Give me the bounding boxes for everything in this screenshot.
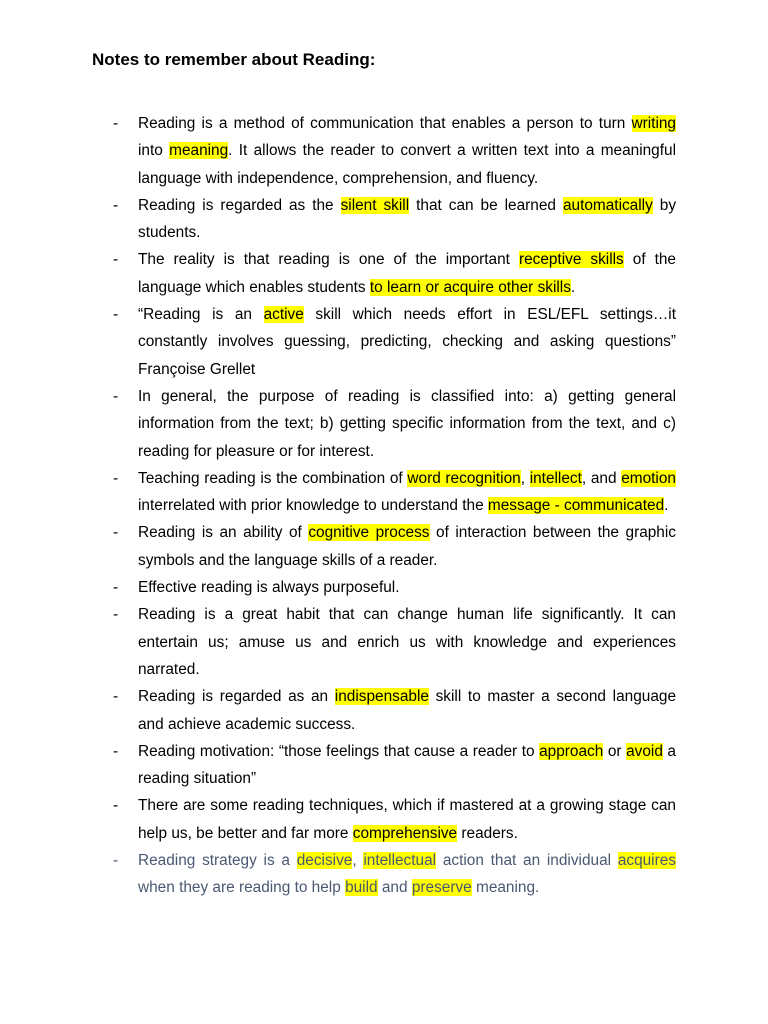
note-text: Teaching reading is the combination of — [138, 469, 408, 487]
note-text: . It allows the reader to convert a written text into a meaningful language with independence, comprehension, and fluency. — [138, 142, 676, 187]
note-text: of interaction between the graphic symbols and the language skills of a reader. — [138, 524, 676, 569]
note-item — [113, 683, 676, 738]
note-item — [113, 519, 676, 574]
note-text: into — [138, 142, 170, 160]
note-text: interrelated with prior knowledge to understand the — [138, 497, 488, 515]
highlighted-text: meaning — [169, 142, 229, 160]
note-text: meaning. — [471, 879, 540, 897]
note-text: and — [377, 879, 412, 897]
note-text: by students. — [138, 196, 677, 242]
note-item — [113, 792, 676, 847]
note-text: Reading strategy is a — [138, 852, 297, 870]
note-text: . — [570, 278, 576, 296]
note-text: readers. — [457, 824, 518, 842]
note-text: action that an individual — [436, 852, 618, 870]
note-text: skill which needs effort in ESL/EFL settings…it constantly involves guessing, predicting, checking and asking questions” Françoise Grellet — [138, 306, 676, 378]
note-text: when they are reading to help — [138, 879, 346, 897]
note-item — [113, 110, 676, 192]
highlighted-text: writing — [631, 115, 676, 132]
note-text: Reading is regarded as an — [138, 688, 335, 706]
highlighted-text: silent skill — [340, 196, 410, 214]
bullet-dash: - — [113, 742, 119, 760]
highlighted-text: preserve — [411, 879, 472, 897]
bullet-dash: - — [113, 524, 119, 542]
note-text: , — [352, 852, 364, 870]
highlighted-text: active — [263, 306, 304, 324]
highlighted-text: comprehensive — [352, 824, 458, 842]
note-text: Reading is a method of communication that enables a person to turn — [138, 115, 632, 132]
highlighted-text: message - communicated — [487, 497, 665, 515]
note-text: Effective reading is always purposeful. — [138, 579, 400, 597]
highlighted-text: intellect — [529, 469, 582, 487]
note-item — [113, 738, 676, 793]
notes-list — [113, 110, 676, 902]
page-title: Notes to remember about Reading: — [92, 50, 376, 69]
bullet-dash: - — [113, 579, 119, 597]
note-text: . — [664, 497, 669, 515]
note-text: There are some reading techniques, which if mastered at a growing stage can help us, be better and far more — [138, 797, 676, 842]
note-text: Reading motivation: “those feelings that cause a reader to — [138, 742, 540, 760]
note-item — [113, 383, 676, 465]
bullet-dash: - — [113, 115, 119, 132]
highlighted-text: acquires — [617, 852, 676, 870]
highlighted-text: emotion — [621, 469, 676, 487]
note-item — [113, 465, 676, 520]
note-text: or — [603, 742, 627, 760]
highlighted-text: avoid — [626, 742, 663, 760]
note-text: Reading is a great habit that can change human life significantly. It can entertain us; amuse us and enrich us with knowledge and experiences narrated. — [138, 606, 676, 678]
bullet-dash: - — [113, 387, 119, 405]
highlighted-text: cognitive process — [308, 524, 430, 542]
note-text: that can be learned — [409, 196, 563, 214]
bullet-dash: - — [113, 688, 119, 706]
highlighted-text: indispensable — [334, 688, 429, 706]
note-text: a reading situation” — [138, 742, 676, 788]
bullet-dash: - — [113, 797, 119, 815]
note-text: of the language which enables students — [138, 251, 676, 296]
note-item — [113, 301, 676, 383]
note-text: The reality is that reading is one of the important — [138, 251, 519, 269]
highlighted-text: build — [345, 879, 378, 897]
bullet-dash: - — [113, 469, 119, 487]
note-text: Reading is an ability of — [138, 524, 309, 542]
note-text: “Reading is an — [138, 306, 264, 324]
highlighted-text: decisive — [296, 852, 353, 870]
bullet-dash: - — [113, 251, 119, 269]
note-text: Reading is regarded as the — [138, 196, 341, 214]
bullet-dash: - — [113, 196, 119, 214]
bullet-dash: - — [113, 852, 119, 870]
highlighted-text: to learn or acquire other skills — [369, 278, 571, 296]
highlighted-text: receptive skills — [518, 251, 624, 269]
highlighted-text: approach — [539, 742, 604, 760]
highlighted-text: intellectual — [363, 852, 437, 870]
note-text: skill to master a second language and achieve academic success. — [138, 688, 677, 733]
bullet-dash: - — [113, 306, 119, 324]
highlighted-text: word recognition — [407, 469, 521, 487]
note-item — [113, 192, 676, 247]
bullet-dash: - — [113, 606, 119, 624]
note-item — [113, 246, 676, 301]
note-item — [113, 847, 676, 902]
note-text: In general, the purpose of reading is classified into: a) getting general information from the text; b) getting specific information from the text, and c) reading for pleasure or for interest. — [138, 387, 676, 460]
note-item — [113, 601, 676, 683]
note-item — [113, 574, 676, 601]
note-text: , — [520, 469, 530, 487]
note-text: , and — [581, 469, 622, 487]
highlighted-text: automatically — [562, 196, 653, 214]
